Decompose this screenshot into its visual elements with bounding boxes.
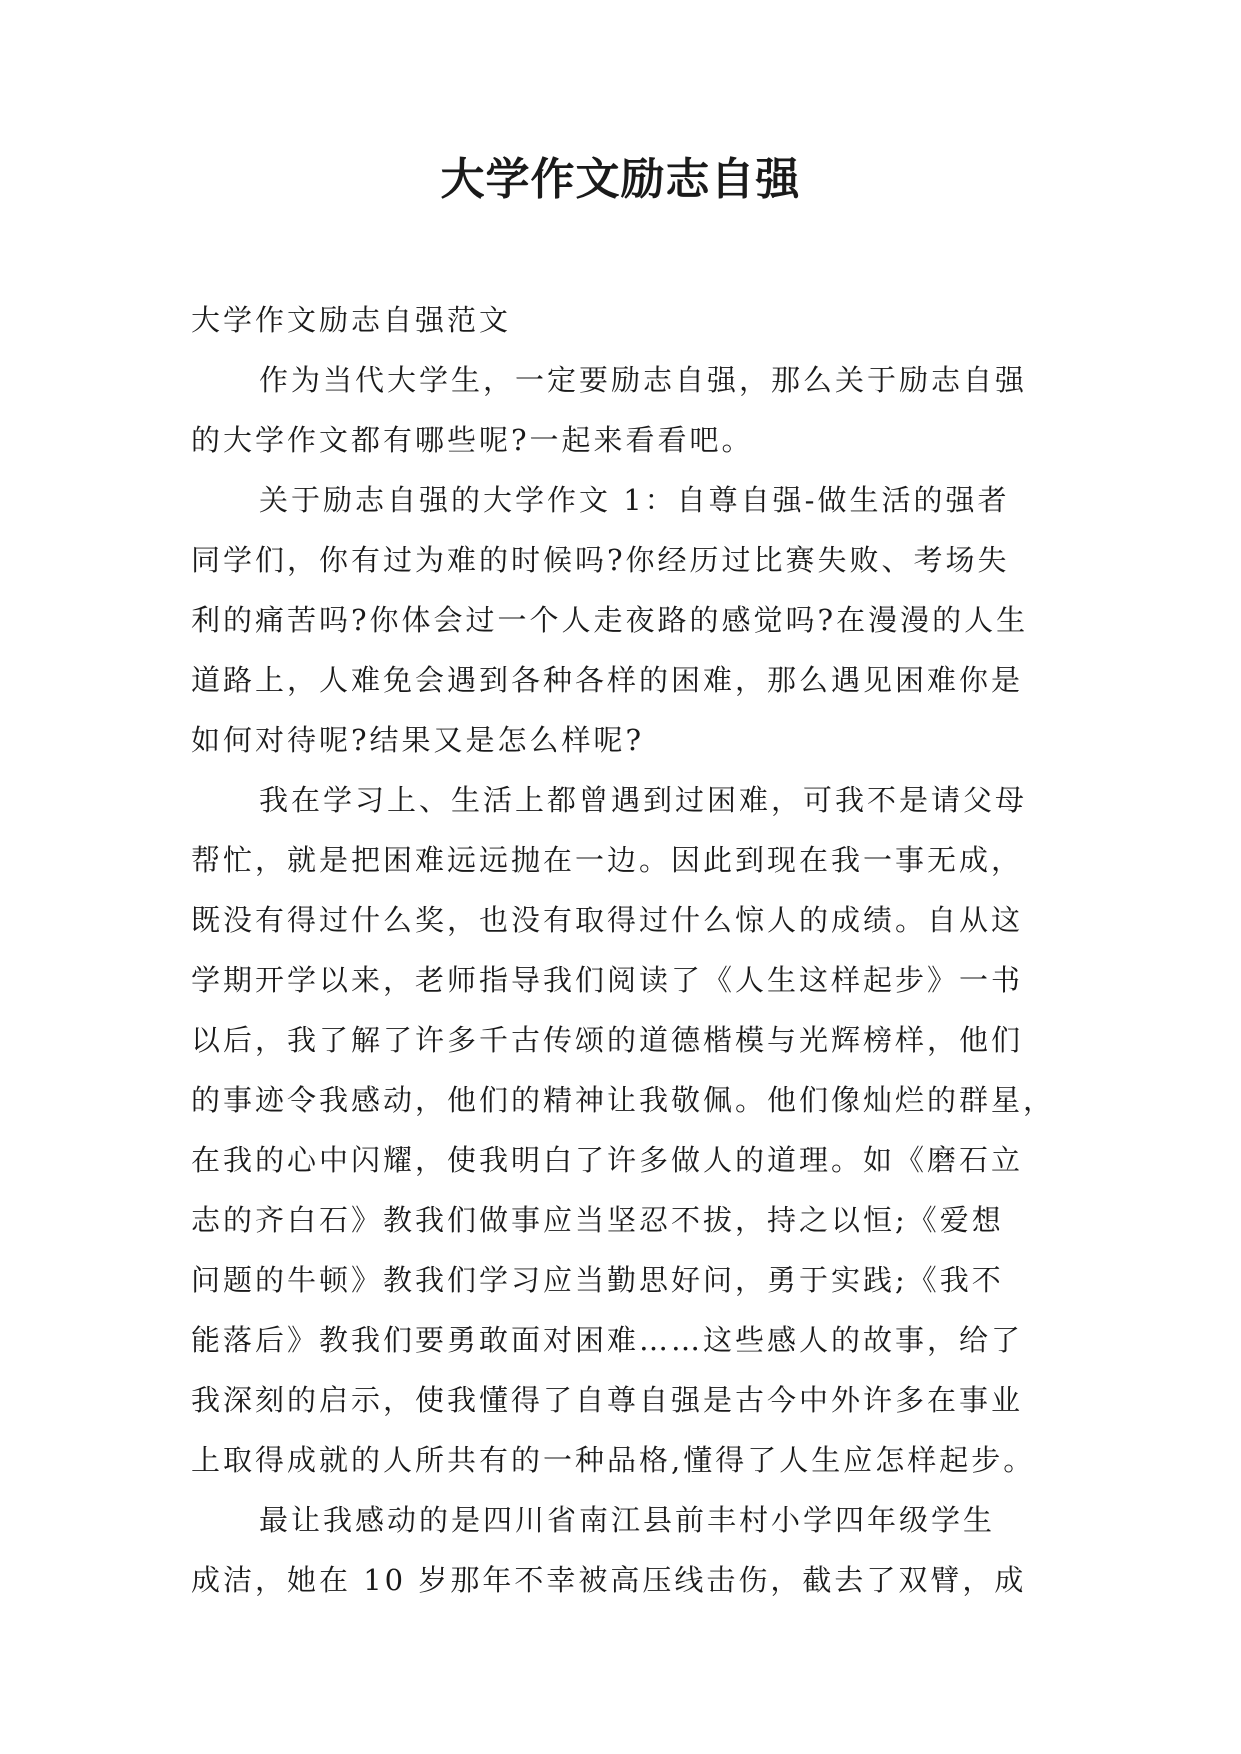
document-title: 大学作文励志自强 xyxy=(440,154,801,205)
text-line: 道路上，人难免会遇到各种各样的困难，那么遇见困难你是 xyxy=(191,663,1024,697)
text-line: 志的齐白石》教我们做事应当坚忍不拔，持之以恒;《爱想 xyxy=(191,1203,1004,1237)
text-line: 上取得成就的人所共有的一种品格,懂得了人生应怎样起步。 xyxy=(191,1443,1036,1477)
text-line: 作为当代大学生，一定要励志自强，那么关于励志自强 xyxy=(259,363,1028,397)
text-line: 成洁，她在 10 岁那年不幸被高压线击伤，截去了双臂，成 xyxy=(191,1563,1027,1597)
text-line: 利的痛苦吗?你体会过一个人走夜路的感觉吗?在漫漫的人生 xyxy=(191,603,1029,637)
text-line: 我深刻的启示，使我懂得了自尊自强是古今中外许多在事业 xyxy=(191,1383,1024,1417)
text-line: 我在学习上、生活上都曾遇到过困难，可我不是请父母 xyxy=(259,783,1028,817)
text-line: 关于励志自强的大学作文 1：自尊自强-做生活的强者 xyxy=(259,483,1010,517)
text-line: 的事迹令我感动，他们的精神让我敬佩。他们像灿烂的群星， xyxy=(191,1083,1056,1117)
document-body xyxy=(191,290,1061,1610)
text-line: 能落后》教我们要勇敢面对困难……这些感人的故事，给了 xyxy=(191,1323,1024,1357)
text-line: 在我的心中闪耀，使我明白了许多做人的道理。如《磨石立 xyxy=(191,1143,1024,1177)
text-line: 以后，我了解了许多千古传颂的道德楷模与光辉榜样，他们 xyxy=(191,1023,1024,1057)
text-line: 最让我感动的是四川省南江县前丰村小学四年级学生 xyxy=(259,1503,996,1537)
text-line: 问题的牛顿》教我们学习应当勤思好问，勇于实践;《我不 xyxy=(191,1263,1004,1297)
text-line: 既没有得过什么奖，也没有取得过什么惊人的成绩。自从这 xyxy=(191,903,1024,937)
text-line: 的大学作文都有哪些呢?一起来看看吧。 xyxy=(191,423,754,457)
text-line: 学期开学以来，老师指导我们阅读了《人生这样起步》一书 xyxy=(191,963,1024,997)
text-line: 同学们，你有过为难的时候吗?你经历过比赛失败、考场失 xyxy=(191,543,1010,577)
text-line: 如何对待呢?结果又是怎么样呢? xyxy=(191,723,645,757)
text-line: 帮忙，就是把困难远远抛在一边。因此到现在我一事无成， xyxy=(191,843,1024,877)
text-line: 大学作文励志自强范文 xyxy=(191,303,512,337)
